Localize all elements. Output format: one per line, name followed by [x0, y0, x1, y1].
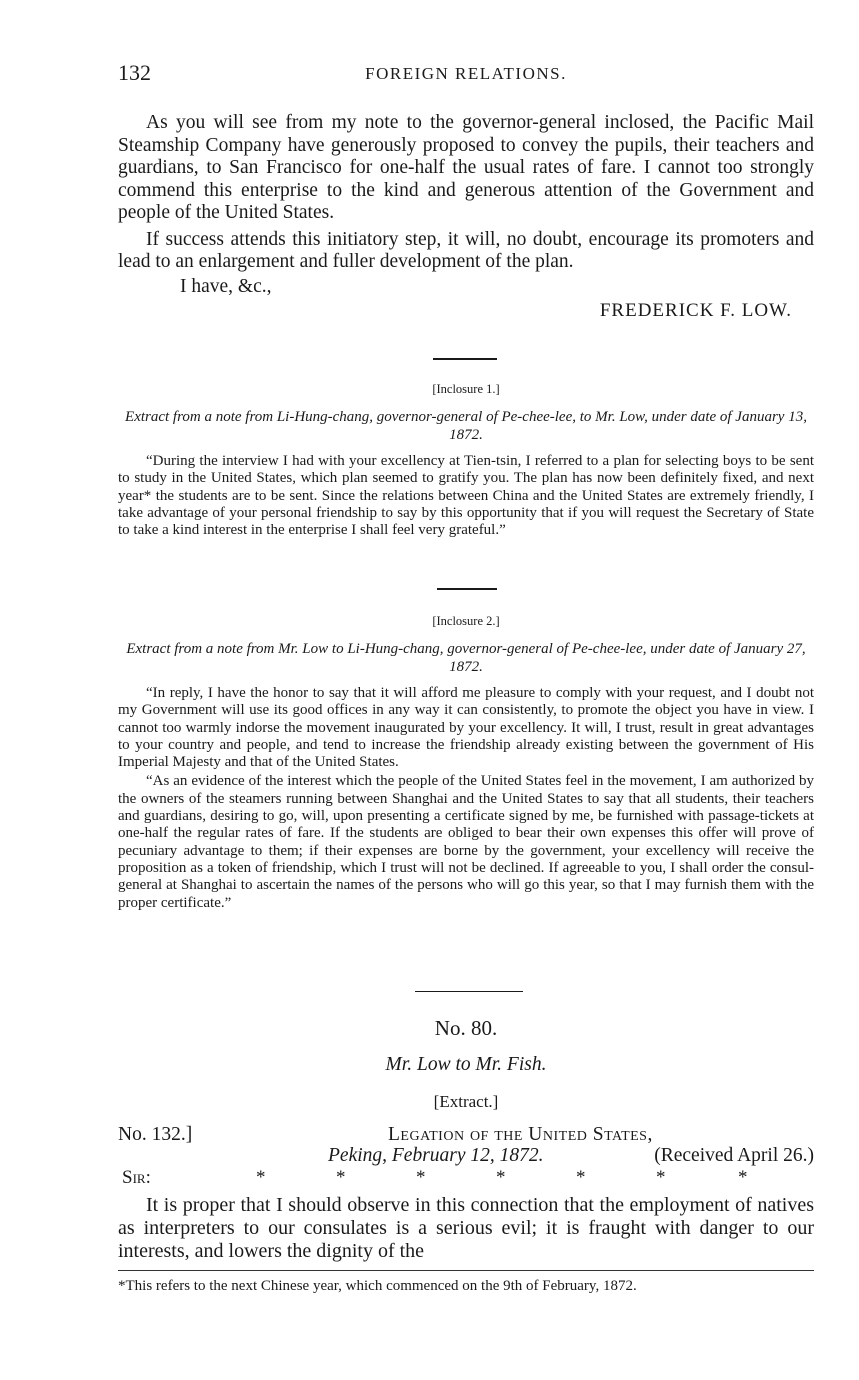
inclosure-2-caption: Extract from a note from Mr. Low to Li-Hung-chang, governor-general of Pe-chee-lee, under date of January 27, 1872. — [126, 641, 806, 675]
extract-label: [Extract.] — [433, 1092, 499, 1111]
page-number: 132 — [118, 60, 151, 85]
reference-number: No. 132.] — [118, 1124, 193, 1145]
opening-section — [118, 112, 814, 323]
inclosure-2-paragraph-1: “In reply, I have the honor to say that it will afford me pleasure to comply with your request, and I doubt not my Government will use its good offices in any way it can consistently, to promote the object you have in view. I cannot too warmly indorse the movement inaugurated by your excellency. It will, I trust, result in great advantages to your country and people, and tend to increase the friendship already existing between the government of His Imperial Majesty and that of the United States. — [118, 685, 814, 771]
received-date: (Received April 26.) — [654, 1145, 814, 1166]
salutation-row — [118, 1167, 814, 1193]
document-title: Mr. Low to Mr. Fish. — [385, 1054, 547, 1075]
ellipsis-star: * — [576, 1167, 586, 1188]
ellipsis-star: * — [656, 1167, 666, 1188]
document-80-body — [118, 1194, 814, 1263]
ellipsis-star: * — [416, 1167, 426, 1188]
running-head: FOREIGN RELATIONS. — [365, 64, 567, 83]
divider-1 — [433, 358, 497, 360]
ellipsis-star: * — [336, 1167, 346, 1188]
document-number: No. 80. — [434, 1016, 498, 1040]
divider-2 — [437, 588, 497, 590]
document-80-text: It is proper that I should observe in this connection that the employment of natives as interpreters to our consulates is a serious evil; it is fraught with danger to our interests, and lowers the dignity of the — [118, 1194, 814, 1262]
inclosure-1 — [118, 382, 814, 539]
inclosure-1-caption: Extract from a note from Li-Hung-chang, governor-general of Pe-chee-lee, to Mr. Low, under date of January 13, 1872. — [125, 409, 807, 443]
inclosure-2-paragraph-2: “As an evidence of the interest which the people of the United States feel in the movement, I am authorized by the owners of the steamers running between Shanghai and the United States to say that all students, their teachers and guardians, desiring to go, will, upon presenting a certificate signed by me, be furnished with passage-tickets at one-half the regular rates of fare. If the students are obliged to bear their own expenses this offer will prove of pecuniary advantage to them; if their expenses are borne by the government, your excellency will receive the proposition as a token of friendship, which I trust will not be declined. If agreeable to you, I shall order the consul-general at Shanghai to ascertain the names of the persons who will go this year, so that I may furnish them with the proper certificate.” — [118, 773, 814, 911]
inclosure-2-label: [Inclosure 2.] — [432, 614, 500, 628]
place-date: Peking, February 12, 1872. — [328, 1145, 544, 1166]
footnote-divider — [118, 1270, 814, 1271]
footnote: *This refers to the next Chinese year, which commenced on the 9th of February, 1872. — [118, 1278, 637, 1294]
opening-paragraph-2: If success attends this initiatory step, it will, no doubt, encourage its promoters and lead to an enlargement and fuller development of the plan. — [118, 228, 814, 272]
legation: Legation of the United States, — [388, 1124, 653, 1145]
inclosure-1-label: [Inclosure 1.] — [432, 382, 500, 396]
inclosure-1-text: “During the interview I had with your excellency at Tien-tsin, I referred to a plan for selecting boys to be sent to study in the United States, which plan seemed to gratify you. The plan has now been definitely fixed, and next year* the students are to be sent. Since the relations between China and the United States are extremely friendly, I take advantage of your personal friendship to say by this opportunity that if you will request the Secretary of State to take a kind interest in the enterprise I shall feel very grateful.” — [118, 453, 814, 539]
opening-paragraph-1: As you will see from my note to the governor-general inclosed, the Pacific Mail Steamship Company have generously proposed to convey the pupils, their teachers and guardians, to San Francisco for one-half the usual rates of fare. I cannot too strongly commend this enterprise to the kind and generous attention of the Government and people of the United States. — [118, 112, 814, 223]
signature: FREDERICK F. LOW. — [599, 300, 792, 321]
ellipsis-star: * — [496, 1167, 506, 1188]
inclosure-2 — [118, 614, 814, 912]
ellipsis-star: * — [738, 1167, 748, 1188]
closing: I have, &c., — [180, 275, 272, 297]
divider-3 — [415, 991, 523, 992]
ellipsis-star: * — [256, 1167, 266, 1188]
page-header — [118, 60, 814, 90]
salutation: Sir: — [122, 1167, 151, 1188]
